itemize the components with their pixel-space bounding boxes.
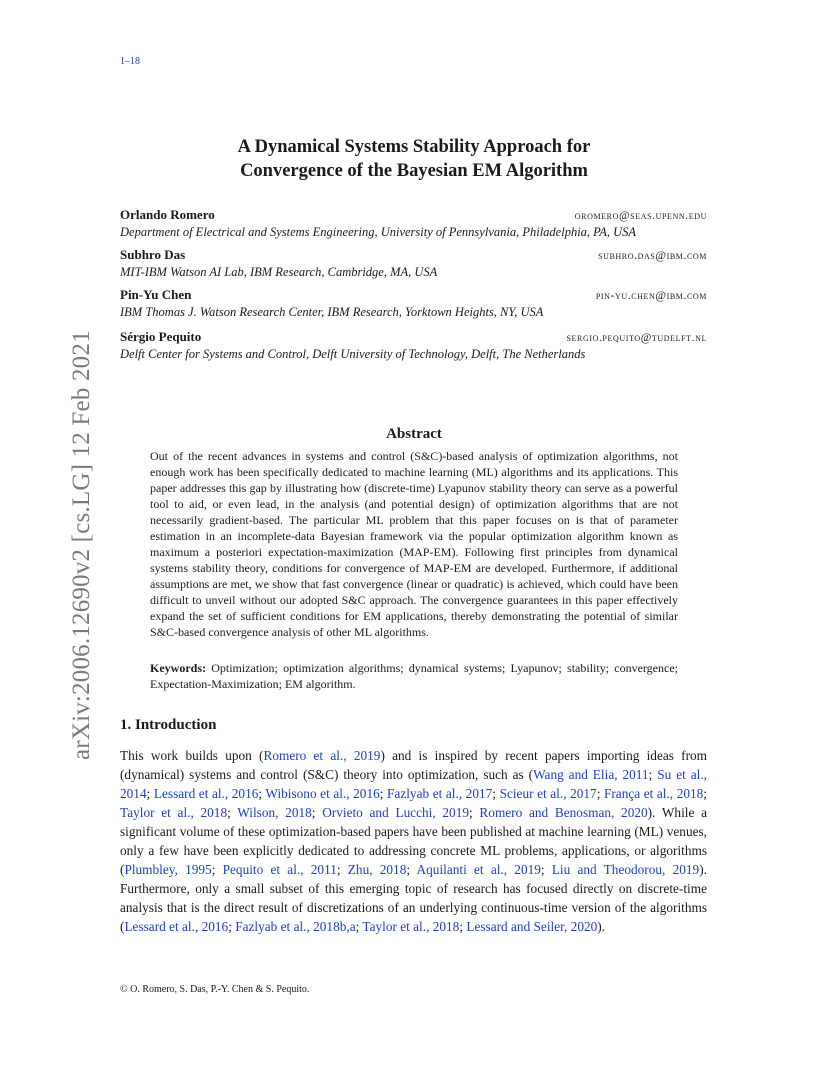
title-line-2: Convergence of the Bayesian EM Algorithm	[240, 161, 588, 181]
author-block	[120, 329, 707, 362]
author-email[interactable]: subhro.das@ibm.com	[598, 250, 707, 262]
intro-text: ).	[597, 919, 606, 934]
intro-text: ;	[336, 862, 348, 877]
citation-link[interactable]: Lessard et al., 2016	[124, 919, 229, 934]
author-block	[120, 207, 707, 240]
author-affiliation: MIT-IBM Watson AI Lab, IBM Research, Cambridge, MA, USA	[120, 265, 438, 279]
citation-link[interactable]: Lessard and Seiler, 2020	[466, 919, 598, 934]
intro-text: ;	[406, 862, 417, 877]
intro-text: ;	[311, 805, 323, 820]
citation-link[interactable]: França et al., 2018	[603, 786, 704, 801]
citation-link[interactable]: Fazlyab et al., 2017	[387, 786, 493, 801]
citation-link[interactable]: Pequito et al., 2011	[222, 862, 337, 877]
intro-text: ) and is inspired by recent papers importing ideas from (dynamical) systems and control (S&C) theory into optimization, such as (	[120, 748, 708, 782]
abstract-heading: Abstract	[386, 426, 442, 442]
intro-text: ;	[540, 862, 552, 877]
arxiv-sidebar	[22, 290, 95, 760]
citation-link[interactable]: Fazlyab et al., 2018b,a	[235, 919, 356, 934]
author-email[interactable]: sergio.pequito@tudelft.nl	[566, 332, 707, 344]
intro-text: ;	[258, 786, 266, 801]
paper-title	[120, 135, 708, 183]
citation-link[interactable]: Liu and Theodorou, 2019	[551, 862, 700, 877]
citation-link[interactable]: Scieur et al., 2017	[499, 786, 597, 801]
keywords	[150, 660, 678, 692]
citation-link[interactable]: Wilson, 2018	[237, 805, 312, 820]
arxiv-identifier: arXiv:2006.12690v2 [cs.LG] 12 Feb 2021	[68, 330, 95, 760]
intro-text: ;	[379, 786, 388, 801]
author-name: Subhro Das	[120, 247, 186, 262]
citation-link[interactable]: Wibisono et al., 2016	[265, 786, 380, 801]
citation-link[interactable]: Romero et al., 2019	[263, 748, 381, 763]
keywords-label: Keywords:	[150, 661, 206, 675]
author-email[interactable]: oromero@seas.upenn.edu	[574, 210, 707, 222]
author-affiliation: Department of Electrical and Systems Engineering, University of Pennsylvania, Philadelphia, PA, USA	[120, 225, 636, 239]
citation-link[interactable]: Taylor et al., 2018	[362, 919, 460, 934]
intro-text: ;	[596, 786, 604, 801]
intro-text: ;	[211, 862, 223, 877]
intro-text: ). Furthermore, only a small subset of this emerging topic of research has focused directly on discrete-time analysis that is the direct result of discretizations of an underlying continuous-time version of the algorithms (	[120, 862, 707, 934]
intro-text: ;	[146, 786, 154, 801]
keywords-text: Optimization; optimization algorithms; dynamical systems; Lyapunov; stability; convergence; Expectation-Maximization; EM algorithm.	[150, 661, 678, 691]
author-block	[120, 287, 707, 320]
citation-link[interactable]: Romero and Benosman, 2020	[479, 805, 648, 820]
section-heading: 1. Introduction	[120, 717, 217, 733]
intro-text: ;	[227, 805, 238, 820]
intro-text: ;	[492, 786, 500, 801]
citation-link[interactable]: Plumbley, 1995	[124, 862, 212, 877]
author-name: Sérgio Pequito	[120, 329, 202, 344]
copyright-footer: © O. Romero, S. Das, P.-Y. Chen & S. Pequito.	[120, 984, 310, 995]
intro-text: ;	[703, 786, 707, 801]
author-block	[120, 247, 707, 280]
author-email[interactable]: pin-yu.chen@ibm.com	[595, 290, 707, 302]
intro-text: ;	[648, 767, 658, 782]
citation-link[interactable]: Su et al., 2014	[120, 767, 707, 801]
intro-text: This work builds upon (	[120, 748, 264, 763]
introduction-paragraph	[120, 746, 707, 936]
citation-link[interactable]: Taylor et al., 2018	[120, 805, 228, 820]
intro-text: ;	[469, 805, 480, 820]
abstract-text: Out of the recent advances in systems and control (S&C)-based analysis of optimization algorithms, not enough work has been specifically dedicated to machine learning (ML) algorithms and its applications. This paper addresses this gap by illustrating how (discrete-time) Lyapunov stability theory can serve as a powerful tool to aid, or even lead, in the analysis (and potential design) of optimization algorithms that are not necessarily gradient-based. The particular ML problem that this paper focuses on is that of parameter estimation in an incomplete-data Bayesian framework via the popular optimization algorithm known as maximum a posteriori expectation-maximization (MAP-EM). Following first principles from dynamical systems stability theory, conditions for convergence of MAP-EM are developed. Furthermore, if additional assumptions are met, we show that fast convergence (linear or quadratic) is achieved, which could have been difficult to unveil without our adopted S&C approach. The convergence guarantees in this paper effectively expand the set of sufficient conditions for EM applications, thereby demonstrating the potential of similar S&C-based convergence analysis of other ML algorithms.	[150, 449, 678, 639]
intro-text: ;	[459, 919, 467, 934]
citation-link[interactable]: Lessard et al., 2016	[153, 786, 259, 801]
intro-text: ;	[355, 919, 363, 934]
citation-link[interactable]: Zhu, 2018	[347, 862, 407, 877]
author-affiliation: Delft Center for Systems and Control, Delft University of Technology, Delft, The Netherlands	[120, 347, 586, 361]
citation-link[interactable]: Wang and Elia, 2011	[533, 767, 649, 782]
intro-text: ). While a significant volume of these optimization-based papers have been published at machine learning (ML) venues, only a few have been explicitly dedicated to addressing concrete ML problems, applications, or algorithms (	[120, 805, 707, 877]
page-number: 1–18	[120, 56, 140, 67]
citation-link[interactable]: Aquilanti et al., 2019	[416, 862, 541, 877]
intro-text: ;	[228, 919, 236, 934]
author-affiliation: IBM Thomas J. Watson Research Center, IBM Research, Yorktown Heights, NY, USA	[120, 305, 544, 319]
author-name: Pin-Yu Chen	[120, 287, 192, 302]
author-name: Orlando Romero	[120, 207, 215, 222]
title-line-1: A Dynamical Systems Stability Approach for	[237, 137, 591, 157]
citation-link[interactable]: Orvieto and Lucchi, 2019	[322, 805, 469, 820]
